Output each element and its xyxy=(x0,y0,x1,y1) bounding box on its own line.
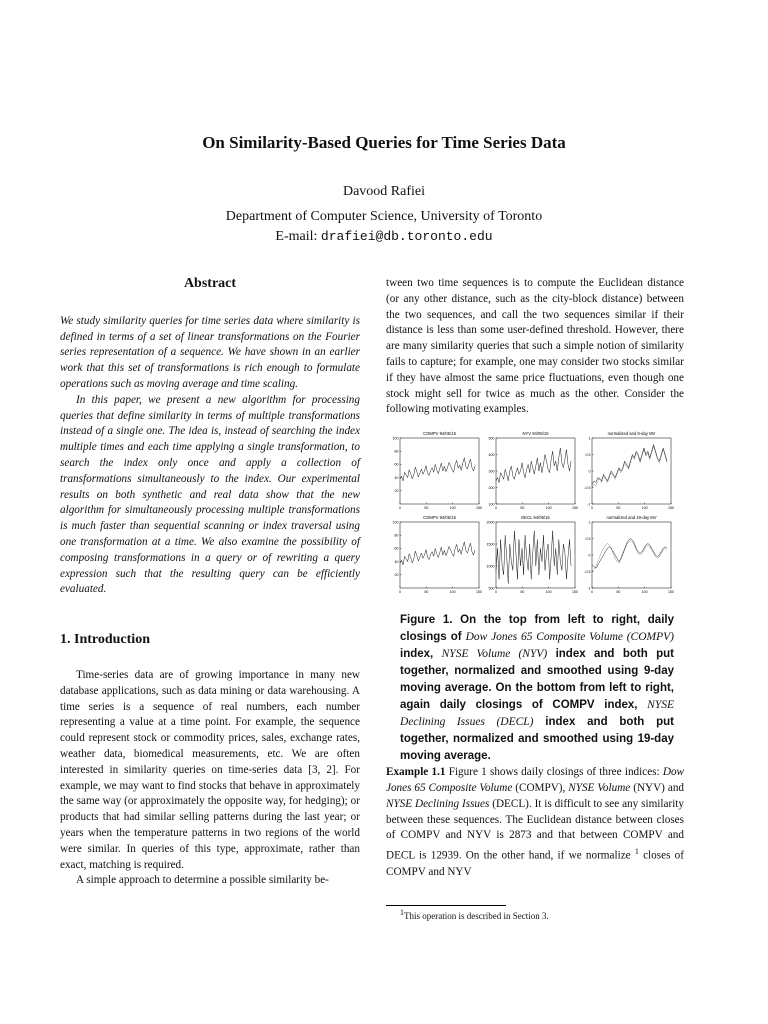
x-tick-label: 0 xyxy=(591,590,593,595)
y-tick-label: 100 xyxy=(392,436,399,441)
x-tick-label: 50 xyxy=(616,506,621,511)
chart-normalized-9day xyxy=(578,430,674,514)
footnote xyxy=(400,908,549,921)
abstract-paragraph: We study similarity queries for time series data where similarity is defined in terms of a set of linear transformations on the Fourier series representation of a sequence. We have shown in an earlier work that this set of transformations is rich enough to formulate operations such as moving average and time scaling. xyxy=(60,314,360,390)
y-tick-label: 2000 xyxy=(486,520,495,525)
y-tick-label: 400 xyxy=(488,452,495,457)
y-tick-label: 80 xyxy=(394,533,399,538)
x-tick-label: 100 xyxy=(641,506,648,511)
x-tick-label: 0 xyxy=(495,506,497,511)
author-affiliation: Department of Computer Science, University of Toronto xyxy=(225,209,543,224)
figure-caption xyxy=(400,612,674,765)
example-text: (COMPV), xyxy=(512,781,569,794)
caption-text: Figure 1. On the top from left to right, daily closings of xyxy=(400,614,674,644)
chart-title: normalized and 19-day MV xyxy=(606,515,657,521)
caption-italic: Dow Jones 65 Composite Volume (COMPV) xyxy=(465,631,674,644)
y-tick-label: -1 xyxy=(587,502,591,507)
chart-svg xyxy=(482,514,578,598)
chart-compv-bottom xyxy=(386,514,482,598)
series-line xyxy=(496,531,571,584)
series-line xyxy=(592,445,667,485)
author-email xyxy=(0,229,768,245)
caption-text: index, xyxy=(400,648,442,661)
x-tick-label: 150 xyxy=(572,506,578,511)
chart-title: NYV 94/05/15 xyxy=(522,431,549,437)
footnote-text: This operation is described in Section 3. xyxy=(404,911,549,921)
y-tick-label: 200 xyxy=(488,485,495,490)
y-tick-label: -0.5 xyxy=(584,485,591,490)
chart-svg xyxy=(386,514,482,598)
series-line xyxy=(592,539,667,569)
x-tick-label: 100 xyxy=(449,590,456,595)
caption-italic: NYSE Volume (NYV) xyxy=(441,648,548,661)
x-tick-label: 100 xyxy=(449,506,456,511)
example-label: Example 1.1 xyxy=(386,766,446,779)
x-tick-label: 150 xyxy=(668,506,674,511)
example-text: Figure 1 shows daily closings of three indices: xyxy=(445,766,663,779)
y-tick-label: 1500 xyxy=(486,542,495,547)
x-tick-label: 50 xyxy=(424,590,429,595)
y-tick-label: 1 xyxy=(588,520,591,525)
y-tick-label: 500 xyxy=(488,436,495,441)
chart-svg xyxy=(578,430,674,514)
x-tick-label: 100 xyxy=(545,506,552,511)
paper-title: On Similarity-Based Queries for Time Series Data xyxy=(202,133,566,152)
y-tick-label: 1 xyxy=(588,436,591,441)
introduction-body xyxy=(60,668,360,889)
x-tick-label: 150 xyxy=(476,590,482,595)
abstract-heading: Abstract xyxy=(183,276,237,291)
x-tick-label: 0 xyxy=(495,590,497,595)
x-tick-label: 150 xyxy=(572,590,578,595)
author-name: Davood Rafiei xyxy=(342,184,426,199)
y-tick-label: 60 xyxy=(394,462,399,467)
y-tick-label: 0.5 xyxy=(585,536,591,541)
chart-normalized-19day xyxy=(578,514,674,598)
example-text: (DECL). It is difficult to see any similarity between these sequences. The Euclidean distance between closes of COMPV and NYV is 2873 and that between COMPV and DECL is 12939. On the other hand, if we normalize xyxy=(386,797,685,862)
chart-compv-top xyxy=(386,430,482,514)
example-italic: NYSE Volume xyxy=(568,781,631,794)
y-tick-label: 0.5 xyxy=(585,452,591,457)
footnote-rule xyxy=(386,905,506,906)
body-paragraph: tween two time sequences is to compute the Euclidean distance (or any other distance, such as the city-block distance) between the two sequences, and call the two sequences similar if their distance is less than some user-defined threshold. However, there are many similarity queries that such a simple notion of similarity fails to capture; for example, one may consider two stocks similar if they have almost the same price fluctuations, even though one stock might sell for twice as much as the other. Consider the following motivating examples. xyxy=(386,277,684,416)
y-tick-label: 60 xyxy=(394,546,399,551)
x-tick-label: 0 xyxy=(399,590,401,595)
email-address[interactable]: drafiei@db.toronto.edu xyxy=(320,229,493,244)
plot-frame xyxy=(400,438,479,504)
body-paragraph: Time-series data are of growing importance in many new database applications, such as data mining or data warehousing. A time series is a sequence of real numbers, each number representing a value at a time point. For example, the sequence could represent stock or commodity prices, sales, exchange rates, weather data, biomedical measurements, etc. We are often interested in similarity queries on time-series data [3, 2]. For example, we may want to find stocks that behave in approximately the same way (or approximately the opposite way, for hedging); or products that had similar selling patterns during the last year; or years when the temperature patterns in two regions of the world were similar. In queries of this type, approximate, rather than exact, matching is required. xyxy=(60,668,360,871)
chart-title: COMPV 94/05/15 xyxy=(423,515,456,521)
chart-title: DECL 94/05/15 xyxy=(521,515,550,521)
example-paragraph xyxy=(386,765,684,880)
y-tick-label: 80 xyxy=(394,449,399,454)
y-tick-label: 0 xyxy=(588,469,591,474)
y-tick-label: 500 xyxy=(488,586,495,591)
chart-svg xyxy=(578,514,674,598)
left-column xyxy=(60,276,360,889)
caption-italic: NYSE Declining Issues (DECL) xyxy=(400,699,674,729)
caption-text: index and both put together, normalized and smoothed using 19-day moving average. xyxy=(400,716,675,763)
x-tick-label: 100 xyxy=(545,590,552,595)
series-line xyxy=(400,542,475,565)
example-text: closes of COMPV and NYV xyxy=(386,849,684,878)
chart-svg xyxy=(482,430,578,514)
caption-text: index and both put together, normalized and smoothed using 9-day moving average. On the bottom from left to right, again daily closings of COMPV index, xyxy=(400,648,674,712)
y-tick-label: -0.5 xyxy=(584,569,591,574)
example-text: (NYV) and xyxy=(630,781,685,794)
example-italic: Dow Jones 65 Composite Volume xyxy=(386,766,684,794)
abstract-body xyxy=(60,314,360,598)
plot-frame xyxy=(496,438,575,504)
chart-decl xyxy=(482,514,578,598)
y-tick-label: 1000 xyxy=(486,564,495,569)
x-tick-label: 50 xyxy=(424,506,429,511)
plot-frame xyxy=(592,438,671,504)
chart-svg xyxy=(386,430,482,514)
y-tick-label: 300 xyxy=(488,469,495,474)
footnote-mark: 1 xyxy=(400,908,404,917)
abstract-paragraph: In this paper, we present a new algorithm for processing queries that define similarity in terms of multiple transformations instead of a single one. The idea is, instead of searching the index multiple times and each time applying a single transformation, to search the index only once and apply a collection of transformations simultaneously to the index. Our experimental results on both synthetic and real data show that the new algorithm for simultaneously processing multiple transformations is much faster than sequential scanning or index traversal using one transformation at a time. We also examine the possibility of composing transformations in a query or of rewriting a query expression such that the resulting query can be efficiently evaluated. xyxy=(60,393,360,596)
section-heading-introduction: 1. Introduction xyxy=(60,632,150,648)
y-tick-label: 100 xyxy=(392,520,399,525)
figure-1 xyxy=(386,430,684,598)
y-tick-label: 40 xyxy=(394,476,399,481)
x-tick-label: 50 xyxy=(520,506,525,511)
x-tick-label: 150 xyxy=(668,590,674,595)
y-tick-label: 20 xyxy=(394,489,399,494)
right-column xyxy=(386,276,684,880)
chart-title: COMPV 94/05/15 xyxy=(423,431,456,437)
y-tick-label: 100 xyxy=(488,502,495,507)
example-italic: NYSE Declining Issues xyxy=(386,797,490,810)
series-line xyxy=(400,458,475,481)
y-tick-label: 40 xyxy=(394,560,399,565)
body-paragraph: A simple approach to determine a possible similarity be- xyxy=(76,874,329,887)
x-tick-label: 150 xyxy=(476,506,482,511)
x-tick-label: 0 xyxy=(399,506,401,511)
footnote-ref[interactable]: 1 xyxy=(634,847,639,857)
x-tick-label: 50 xyxy=(616,590,621,595)
series-line xyxy=(496,448,571,483)
x-tick-label: 50 xyxy=(520,590,525,595)
x-tick-label: 100 xyxy=(641,590,648,595)
y-tick-label: -1 xyxy=(587,586,591,591)
x-tick-label: 0 xyxy=(591,506,593,511)
chart-title: normalized and 9-day MV xyxy=(607,431,656,437)
y-tick-label: 20 xyxy=(394,573,399,578)
chart-nyv xyxy=(482,430,578,514)
email-label: E-mail: xyxy=(275,229,318,244)
plot-frame xyxy=(400,522,479,588)
y-tick-label: 0 xyxy=(588,553,591,558)
